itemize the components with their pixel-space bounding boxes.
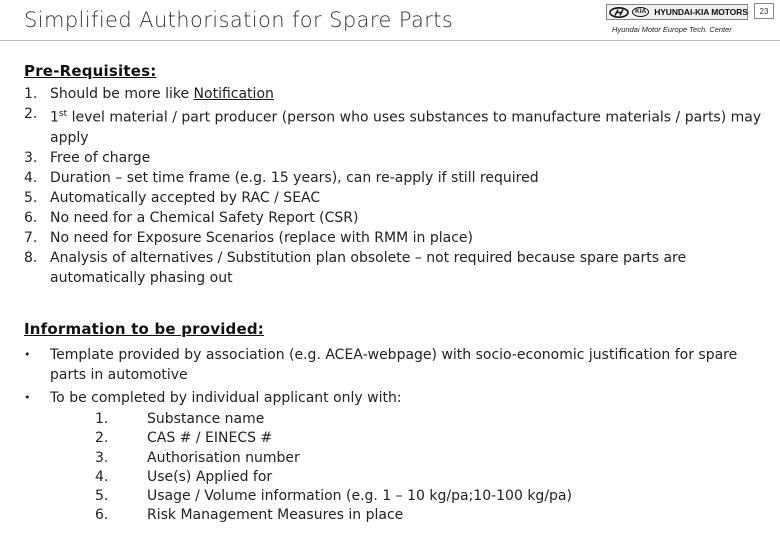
item-text: No need for a Chemical Safety Report (CSR) <box>50 209 359 226</box>
list-item <box>24 148 764 168</box>
subitem-number: 2. <box>95 430 109 447</box>
item-text: Analysis of alternatives / Substitution plan obsolete – not required because spare parts are automatically phasing out <box>50 249 687 286</box>
subitem-number: 4. <box>95 468 109 485</box>
prerequisites-list <box>24 84 764 288</box>
subitem-text: CAS # / EINECS # <box>147 430 273 447</box>
information-list <box>24 345 764 408</box>
subitem-text: Usage / Volume information (e.g. 1 – 10 kg/pa;10-100 kg/pa) <box>147 488 572 505</box>
subitem-text: Substance name <box>147 411 265 427</box>
list-item <box>24 84 764 104</box>
sublist-item <box>95 506 572 525</box>
notification-link: Notification <box>193 86 274 102</box>
list-item <box>24 228 764 248</box>
list-item <box>24 248 764 288</box>
bullet: • <box>24 348 31 361</box>
list-item <box>24 208 764 228</box>
subitem-text: Use(s) Applied for <box>147 468 273 485</box>
sublist-item <box>95 410 572 429</box>
hyundai-emblem-icon <box>609 7 629 18</box>
item-number: 2. <box>24 106 38 122</box>
bullet-text: Template provided by association (e.g. ACEA-webpage) with socio-economic justification for spare parts in automotive <box>50 347 738 383</box>
bullet-text: To be completed by individual applicant only with: <box>50 390 402 406</box>
kia-emblem: KIA <box>632 7 649 17</box>
list-item <box>24 104 764 148</box>
sublist-item <box>95 449 572 468</box>
subitem-text: Authorisation number <box>147 449 300 466</box>
item-text: No need for Exposure Scenarios (replace with RMM in place) <box>50 229 473 246</box>
bullet: • <box>24 391 31 404</box>
subitem-number: 1. <box>95 411 109 427</box>
item-number: 6. <box>24 209 38 226</box>
item-number: 7. <box>24 229 38 246</box>
item-number: 3. <box>24 149 38 166</box>
item-text: 1st level material / part producer (person who uses substances to manufacture materials / parts) may apply <box>50 109 762 146</box>
prerequisites-heading: Pre-Requisites: <box>24 62 157 80</box>
bullet-item <box>24 345 764 385</box>
sublist-item <box>95 468 572 487</box>
slide-title: Simplified Authorisation for Spare Parts <box>24 8 454 32</box>
subitem-text: Risk Management Measures in place <box>147 507 404 524</box>
center-label: Hyundai Motor Europe Tech. Center <box>612 25 732 34</box>
header-divider <box>0 40 780 41</box>
information-heading: Information to be provided: <box>24 320 264 338</box>
bullet-item <box>24 388 764 408</box>
page-number: 23 <box>754 3 774 19</box>
list-item <box>24 168 764 188</box>
item-text: Duration – set time frame (e.g. 15 years), can re-apply if still required <box>50 169 539 186</box>
list-item <box>24 188 764 208</box>
subitem-number: 6. <box>95 507 109 524</box>
subitem-number: 5. <box>95 488 109 505</box>
item-text: Free of charge <box>50 149 151 166</box>
item-number: 1. <box>24 86 38 102</box>
item-number: 8. <box>24 249 38 266</box>
item-number: 4. <box>24 169 38 186</box>
subitem-number: 3. <box>95 449 109 466</box>
applicant-sublist <box>95 410 572 526</box>
sublist-item <box>95 429 572 448</box>
sublist-item <box>95 487 572 506</box>
logo-text: HYUNDAI-KIA MOTORS <box>654 7 748 17</box>
item-number: 5. <box>24 189 38 206</box>
hyundai-kia-logo <box>606 4 748 20</box>
item-text: Should be more like Notification <box>50 86 274 102</box>
item-text: Automatically accepted by RAC / SEAC <box>50 189 321 206</box>
